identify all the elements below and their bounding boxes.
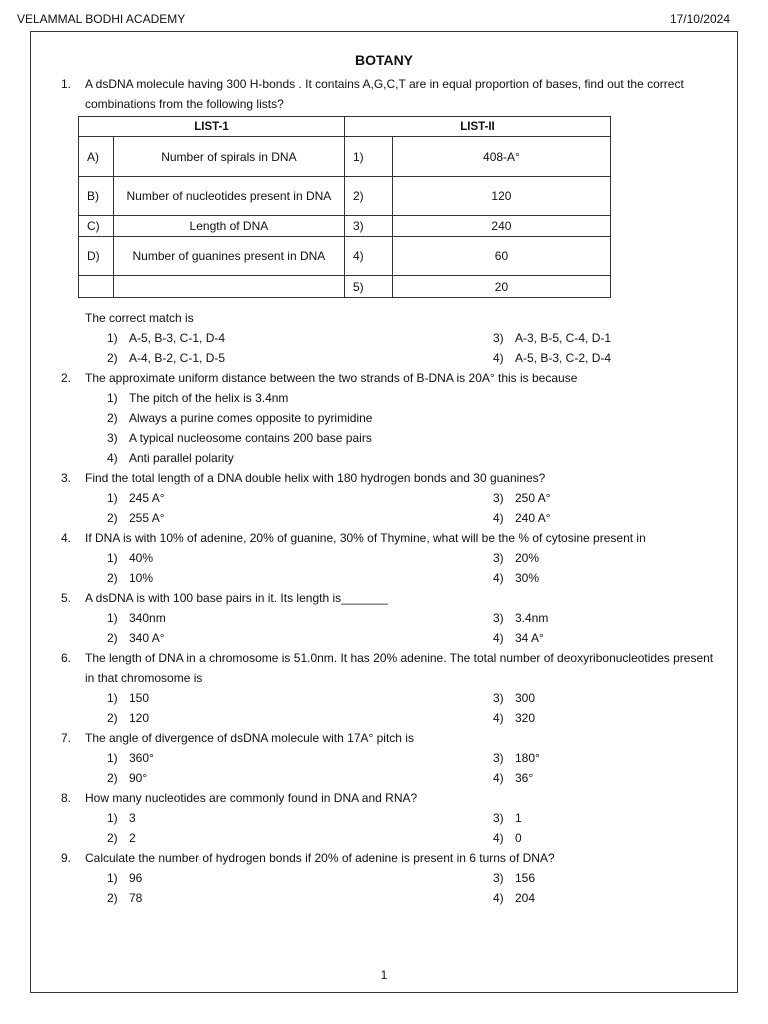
options xyxy=(31,548,737,588)
option-number: 4) xyxy=(493,771,504,785)
option-number: 3) xyxy=(493,751,504,765)
list-2-value: 240 xyxy=(392,216,610,237)
option-text: 255 A° xyxy=(129,511,165,525)
list-1-item: Number of spirals in DNA xyxy=(113,137,344,177)
exam-date: 17/10/2024 xyxy=(669,12,730,26)
list-2-key: 1) xyxy=(345,137,393,177)
option-number: 4) xyxy=(493,351,504,365)
question xyxy=(31,788,737,808)
table-header-row xyxy=(79,117,611,137)
question-list xyxy=(31,74,737,908)
options xyxy=(31,608,737,648)
option xyxy=(493,768,737,788)
option-text: 204 xyxy=(515,891,536,905)
option-text: A typical nucleosome contains 200 base pairs xyxy=(129,431,372,445)
question-number: 2. xyxy=(61,371,72,385)
option-text: 10% xyxy=(129,571,154,585)
option xyxy=(107,688,493,708)
question xyxy=(31,648,737,688)
option-text: 240 A° xyxy=(515,511,551,525)
option-number: 2) xyxy=(107,711,118,725)
option xyxy=(107,628,493,648)
question xyxy=(31,588,737,608)
option-text: Always a purine comes opposite to pyrimidine xyxy=(129,411,373,425)
question-number: 3. xyxy=(61,471,72,485)
option-number: 3) xyxy=(493,491,504,505)
question-text: A dsDNA molecule having 300 H-bonds . It contains A,G,C,T are in equal proportion of bases, find out the correct combinations from the following lists? xyxy=(85,77,684,111)
option xyxy=(493,628,737,648)
option-text: A-4, B-2, C-1, D-5 xyxy=(129,351,226,365)
option xyxy=(493,488,737,508)
option-text: 245 A° xyxy=(129,491,165,505)
option xyxy=(493,548,737,568)
option-text: 34 A° xyxy=(515,631,544,645)
option xyxy=(493,348,737,368)
option xyxy=(107,568,493,588)
option-number: 4) xyxy=(493,571,504,585)
option-text: 78 xyxy=(129,891,143,905)
option xyxy=(493,508,737,528)
option xyxy=(107,748,493,768)
list-2-key: 2) xyxy=(345,177,393,216)
option xyxy=(107,708,493,728)
option-text: 2 xyxy=(129,831,136,845)
option-text: 3.4nm xyxy=(515,611,549,625)
question-number: 6. xyxy=(61,651,72,665)
option xyxy=(107,348,493,368)
option-number: 1) xyxy=(107,751,118,765)
question-text: How many nucleotides are commonly found in DNA and RNA? xyxy=(85,791,418,805)
option xyxy=(493,748,737,768)
option-text: 36° xyxy=(515,771,534,785)
list-1-item: Number of nucleotides present in DNA xyxy=(113,177,344,216)
list-2-key: 4) xyxy=(345,237,393,276)
option xyxy=(107,768,493,788)
list-1-item xyxy=(113,276,344,298)
option-number: 3) xyxy=(107,431,118,445)
option-number: 2) xyxy=(107,771,118,785)
question-number: 9. xyxy=(61,851,72,865)
option-number: 1) xyxy=(107,391,118,405)
option xyxy=(493,708,737,728)
list-1-key: D) xyxy=(79,237,114,276)
option xyxy=(493,568,737,588)
page-number: 1 xyxy=(380,968,388,982)
option xyxy=(107,548,493,568)
option-text: 90° xyxy=(129,771,148,785)
option-number: 4) xyxy=(493,631,504,645)
list-1-key xyxy=(79,276,114,298)
options xyxy=(31,748,737,788)
option-text: A-3, B-5, C-4, D-1 xyxy=(515,331,612,345)
question xyxy=(31,468,737,488)
option-text: A-5, B-3, C-1, D-4 xyxy=(129,331,226,345)
option-number: 1) xyxy=(107,871,118,885)
question-text: Calculate the number of hydrogen bonds if 20% of adenine is present in 6 turns of DNA? xyxy=(85,851,555,865)
option xyxy=(107,388,737,408)
option-text: 20% xyxy=(515,551,540,565)
list-1-key: B) xyxy=(79,177,114,216)
list-2-key: 3) xyxy=(345,216,393,237)
option-number: 1) xyxy=(107,611,118,625)
question xyxy=(31,368,737,388)
options xyxy=(31,868,737,908)
question-text: A dsDNA is with 100 base pairs in it. Its length is_______ xyxy=(85,591,388,605)
option-text: 300 xyxy=(515,691,536,705)
options xyxy=(31,488,737,528)
option-number: 1) xyxy=(107,811,118,825)
option-text: 250 A° xyxy=(515,491,551,505)
question-number: 5. xyxy=(61,591,72,605)
option-number: 3) xyxy=(493,331,504,345)
option-text: 96 xyxy=(129,871,143,885)
option xyxy=(107,448,737,468)
option-number: 2) xyxy=(107,891,118,905)
option-number: 1) xyxy=(107,331,118,345)
option-text: 0 xyxy=(515,831,522,845)
option-number: 2) xyxy=(107,571,118,585)
option-number: 3) xyxy=(493,551,504,565)
option xyxy=(107,888,493,908)
option-text: 150 xyxy=(129,691,150,705)
option-number: 3) xyxy=(493,691,504,705)
option-text: 30% xyxy=(515,571,540,585)
option-number: 3) xyxy=(493,871,504,885)
option-number: 2) xyxy=(107,831,118,845)
option-text: 360° xyxy=(129,751,154,765)
option-number: 1) xyxy=(107,551,118,565)
option-number: 2) xyxy=(107,631,118,645)
option-number: 4) xyxy=(493,711,504,725)
options xyxy=(31,688,737,728)
list-1-key: A) xyxy=(79,137,114,177)
option xyxy=(107,808,493,828)
option-number: 1) xyxy=(107,491,118,505)
option-text: 320 xyxy=(515,711,536,725)
option xyxy=(493,608,737,628)
option-text: Anti parallel polarity xyxy=(129,451,234,465)
option-text: 180° xyxy=(515,751,540,765)
question xyxy=(31,728,737,748)
table-row xyxy=(79,216,611,237)
question-number: 7. xyxy=(61,731,72,745)
table-row xyxy=(79,237,611,276)
question-text: The length of DNA in a chromosome is 51.0nm. It has 20% adenine. The total number of deoxyribonucleotides present in that chromosome is xyxy=(85,651,714,685)
option xyxy=(107,488,493,508)
option-number: 4) xyxy=(107,451,118,465)
option xyxy=(107,508,493,528)
school-name: VELAMMAL BODHI ACADEMY xyxy=(17,12,186,26)
list-2-value: 60 xyxy=(392,237,610,276)
option-text: 156 xyxy=(515,871,536,885)
option-number: 2) xyxy=(107,511,118,525)
option-number: 4) xyxy=(493,891,504,905)
match-table xyxy=(78,116,611,298)
question xyxy=(31,74,737,114)
list-1-item: Number of guanines present in DNA xyxy=(113,237,344,276)
question-text: The approximate uniform distance between the two strands of B-DNA is 20A° this is because xyxy=(85,371,578,385)
list-2-value: 20 xyxy=(392,276,610,298)
question-text: The angle of divergence of dsDNA molecule with 17A° pitch is xyxy=(85,731,414,745)
question xyxy=(31,528,737,548)
list-1-key: C) xyxy=(79,216,114,237)
question-text: If DNA is with 10% of adenine, 20% of guanine, 30% of Thymine, what will be the % of cytosine present in xyxy=(85,531,646,545)
question-number: 8. xyxy=(61,791,72,805)
list-2-header: LIST-II xyxy=(345,117,611,137)
option xyxy=(107,428,737,448)
option xyxy=(493,328,737,348)
list-1-item: Length of DNA xyxy=(113,216,344,237)
option xyxy=(493,888,737,908)
option xyxy=(107,328,493,348)
option-text: 340 A° xyxy=(129,631,165,645)
option xyxy=(107,408,737,428)
table-row xyxy=(79,177,611,216)
option xyxy=(493,868,737,888)
list-2-key: 5) xyxy=(345,276,393,298)
option-number: 1) xyxy=(107,691,118,705)
subject-title: BOTANY xyxy=(354,52,414,68)
correct-match-label: The correct match is xyxy=(85,311,194,325)
option-text: 1 xyxy=(515,811,522,825)
options xyxy=(31,388,737,468)
option xyxy=(107,828,493,848)
table-row xyxy=(79,276,611,298)
option-number: 3) xyxy=(493,611,504,625)
list-2-value: 408-A° xyxy=(392,137,610,177)
question-text: Find the total length of a DNA double helix with 180 hydrogen bonds and 30 guanines? xyxy=(85,471,546,485)
option-number: 2) xyxy=(107,411,118,425)
option xyxy=(107,608,493,628)
question-number: 4. xyxy=(61,531,72,545)
option-text: The pitch of the helix is 3.4nm xyxy=(129,391,289,405)
page-frame xyxy=(30,31,738,993)
option xyxy=(107,868,493,888)
table-row xyxy=(79,137,611,177)
option-number: 4) xyxy=(493,511,504,525)
question-number: 1. xyxy=(61,77,72,91)
option-text: A-5, B-3, C-2, D-4 xyxy=(515,351,612,365)
option xyxy=(493,688,737,708)
option-text: 40% xyxy=(129,551,154,565)
option xyxy=(493,808,737,828)
option-number: 3) xyxy=(493,811,504,825)
question xyxy=(31,848,737,868)
list-1-header: LIST-1 xyxy=(79,117,345,137)
option-number: 4) xyxy=(493,831,504,845)
option-text: 3 xyxy=(129,811,136,825)
options xyxy=(31,808,737,848)
option-text: 340nm xyxy=(129,611,166,625)
list-2-value: 120 xyxy=(392,177,610,216)
option xyxy=(493,828,737,848)
option-text: 120 xyxy=(129,711,150,725)
option-number: 2) xyxy=(107,351,118,365)
options xyxy=(31,328,737,368)
